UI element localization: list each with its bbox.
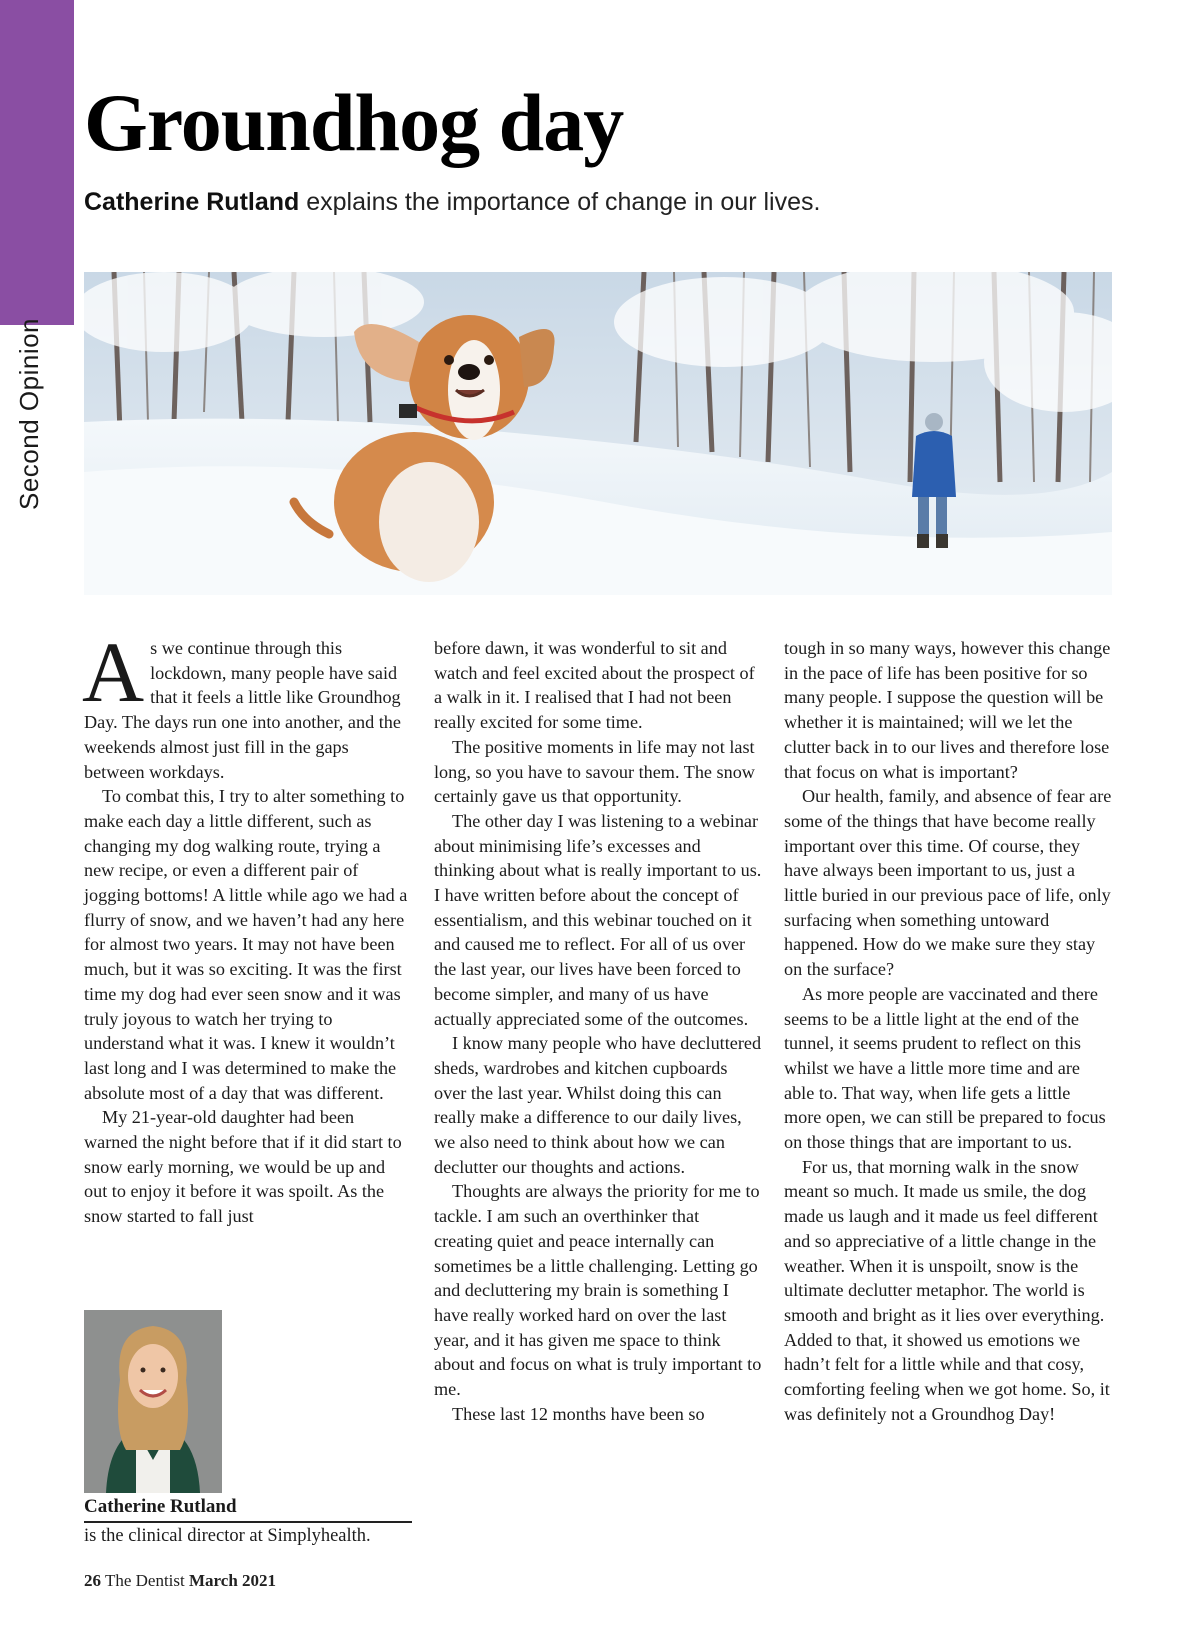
subtitle-author: Catherine Rutland: [84, 188, 300, 216]
paragraph: I know many people who have decluttered sheds, wardrobes and kitchen cupboards over the last year. Whilst doing this can really make a difference to our daily lives, we also need to think about how we can declutter our thoughts and actions.: [434, 1033, 762, 1177]
paragraph: As more people are vaccinated and there seems to be a little light at the end of the tunnel, it seems prudent to reflect on this whilst we have a little more time and are able to. That way, when life gets a little more open, we can still be prepared to focus on those things that are important to us.: [784, 983, 1106, 1153]
dog-in-snow-photo: [84, 272, 1112, 595]
paragraph: The positive moments in life may not last long, so you have to savour them. The snow certainly gave us that opportunity.: [434, 736, 755, 807]
paragraph: before dawn, it was wonderful to sit and watch and feel excited about the prospect of a walk in it. I realised that I had not been really excited for some time.: [434, 638, 755, 733]
issue-date: March 2021: [188, 1571, 277, 1590]
article-title: Groundhog day: [84, 77, 624, 168]
article-column-2: [434, 636, 762, 1427]
paragraph: Thoughts are always the priority for me to tackle. I am such an overthinker that creating quiet and peace internally can sometimes be a little challenging. Letting go and decluttering my brain is something I have really worked hard on over the last year, and it has given me space to think about and focus on what is truly important to me.: [434, 1181, 762, 1400]
magazine-name: The Dentist: [101, 1571, 189, 1590]
dropcap: A: [82, 624, 145, 720]
paragraph: To combat this, I try to alter something to make each day a little different, such as changing my dog walking route, trying a new recipe, or even a different pair of jogging bottoms! A little while ago we had a flurry of snow, and we haven’t had any here for almost two years. It may not have been much, but it was so exciting. It was the first time my dog had ever seen snow and it was truly joyous to watch her trying to understand what it was. I knew it wouldn’t last long and I was determined to make the absolute most of a day that was different.: [84, 786, 408, 1103]
article-column-1: [82, 624, 412, 1229]
paragraph: [82, 624, 412, 784]
article-column-3: [784, 636, 1112, 1427]
section-label: Second Opinion: [14, 317, 44, 510]
page-number: 26: [84, 1571, 101, 1590]
paragraph: My 21-year-old daughter had been warned the night before that if it did start to snow early morning, we would be up and out to enjoy it before it was spoilt. As the snow started to fall just: [84, 1107, 402, 1227]
paragraph: Our health, family, and absence of fear are some of the things that have become really important over this time. Of course, they have always been important to us, just a little buried in our previous pace of life, only surfacing when something untoward happened. How do we make sure they stay on the surface?: [784, 786, 1112, 980]
author-name: Catherine Rutland: [84, 1496, 412, 1523]
article-subtitle: [84, 188, 820, 217]
subtitle-text: explains the importance of change in our lives.: [299, 188, 821, 216]
author-bio: is the clinical director at Simplyhealth.: [84, 1526, 371, 1546]
page-footer: [84, 1571, 276, 1591]
paragraph: The other day I was listening to a webinar about minimising life’s excesses and thinking about what is really important to us. I have written before about the concept of essentialism, and this webinar touched on it and caused me to reflect. For all of us over the last year, our lives have been forced to become simpler, and many of us have actually appreciated some of the outcomes.: [434, 810, 762, 1029]
paragraph: tough in so many ways, however this change in the pace of life has been positive for so many people. I suppose the question will be whether it is maintained; will we let the clutter back in to our lives and therefore lose that focus on what is important?: [784, 638, 1111, 782]
section-color-bar: [0, 0, 74, 325]
author-portrait-photo: [84, 1310, 222, 1493]
paragraph: These last 12 months have been so: [452, 1403, 705, 1424]
paragraph: For us, that morning walk in the snow meant so much. It made us smile, the dog made us laugh and it made us feel different and so appreciative of a little change in the weather. When it is unspoilt, snow is the ultimate declutter metaphor. The world is smooth and bright as it lies over everything. Added to that, it showed us emotions we hadn’t felt for a little while and that cosy, comforting feeling when we got home. So, it was definitely not a Groundhog Day!: [784, 1156, 1110, 1424]
paragraph-text: s we continue through this lockdown, many people have said that it feels a little like Groundhog Day. The days run one into another, and the weekends almost just fill in the gaps between workdays.: [84, 638, 401, 782]
